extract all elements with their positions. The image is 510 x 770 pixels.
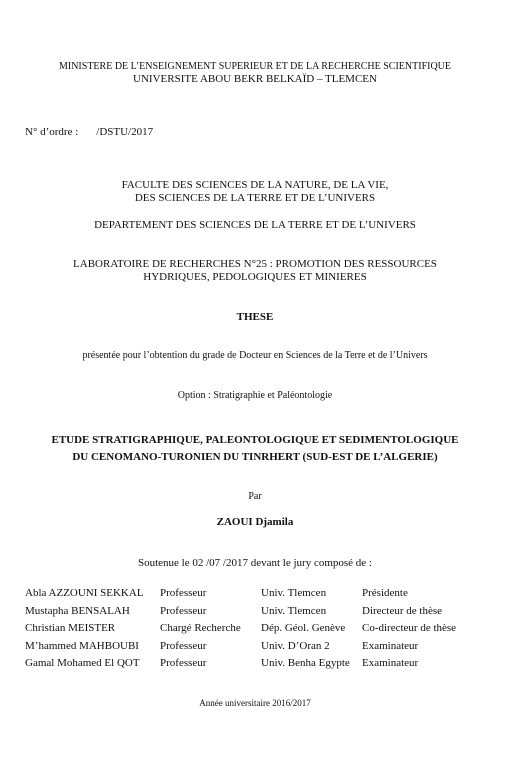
jury-role: Présidente <box>362 587 408 599</box>
order-number-value: /DSTU/2017 <box>96 126 154 138</box>
option-line: Option : Stratigraphie et Paléontologie <box>177 390 333 401</box>
jury-row <box>25 603 485 621</box>
order-number <box>25 126 153 138</box>
jury-name: Abla AZZOUNI SEKKAL <box>25 587 144 599</box>
thesis-type: THESE <box>236 311 274 323</box>
defense-line: Soutenue le 02 /07 /2017 devant le jury composé de : <box>137 557 372 569</box>
jury-name: Mustapha BENSALAH <box>25 604 130 617</box>
jury-grade: Professeur <box>160 639 207 652</box>
jury-grade: Chargé Recherche <box>160 622 241 634</box>
jury-name: Gamal Mohamed El QOT <box>25 657 140 669</box>
jury-grade: Professeur <box>160 587 207 599</box>
jury-institution: Univ. D’Oran 2 <box>261 639 330 652</box>
jury-institution: Univ. Benha Egypte <box>261 657 350 669</box>
jury-role: Examinateur <box>362 639 419 652</box>
laboratory-line-1: LABORATOIRE DE RECHERCHES N°25 : PROMOTION DES RESSOURCES <box>73 258 437 270</box>
faculty-line-2: DES SCIENCES DE LA TERRE ET DE L’UNIVERS <box>134 192 376 204</box>
university-line: UNIVERSITE ABOU BEKR BELKAÏD – TLEMCEN <box>133 73 377 85</box>
by-line: Par <box>248 491 262 502</box>
jury-name: M’hammed MAHBOUBI <box>25 639 139 652</box>
jury-row <box>25 655 485 673</box>
jury-row <box>25 638 485 656</box>
jury-grade: Professeur <box>160 604 207 617</box>
jury-role: Examinateur <box>362 657 419 669</box>
department-line: DEPARTEMENT DES SCIENCES DE LA TERRE ET DE L’UNIVERS <box>94 219 416 231</box>
jury-role: Co-directeur de thèse <box>362 622 457 634</box>
presented-for-line: présentée pour l’obtention du grade de Docteur en Sciences de la Terre et de l’Univers <box>82 350 428 361</box>
ministry-line: MINISTERE DE L’ENSEIGNEMENT SUPERIEUR ET DE LA RECHERCHE SCIENTIFIQUE <box>58 61 452 72</box>
order-number-label: N° d’ordre : <box>25 126 79 138</box>
laboratory-line-2: HYDRIQUES, PEDOLOGIQUES ET MINIERES <box>143 271 367 283</box>
jury-name: Christian MEISTER <box>25 622 116 634</box>
jury-role: Directeur de thèse <box>362 604 443 617</box>
jury-institution: Univ. Tlemcen <box>261 587 327 599</box>
faculty-line-1: FACULTE DES SCIENCES DE LA NATURE, DE LA VIE, <box>121 179 389 191</box>
thesis-title-line-1: ETUDE STRATIGRAPHIQUE, PALEONTOLOGIQUE ET SEDIMENTOLOGIQUE <box>51 434 459 446</box>
jury-table <box>25 585 485 673</box>
jury-row <box>25 585 485 603</box>
thesis-title-line-2: DU CENOMANO-TURONIEN DU TINRHERT (SUD-EST DE L’ALGERIE) <box>72 451 438 463</box>
jury-institution: Univ. Tlemcen <box>261 604 327 617</box>
jury-grade: Professeur <box>160 657 207 669</box>
jury-row <box>25 620 485 638</box>
academic-year: Année universitaire 2016/2017 <box>199 698 311 708</box>
author-name: ZAOUI Djamila <box>216 516 294 528</box>
jury-institution: Dép. Géol. Genève <box>261 622 346 634</box>
